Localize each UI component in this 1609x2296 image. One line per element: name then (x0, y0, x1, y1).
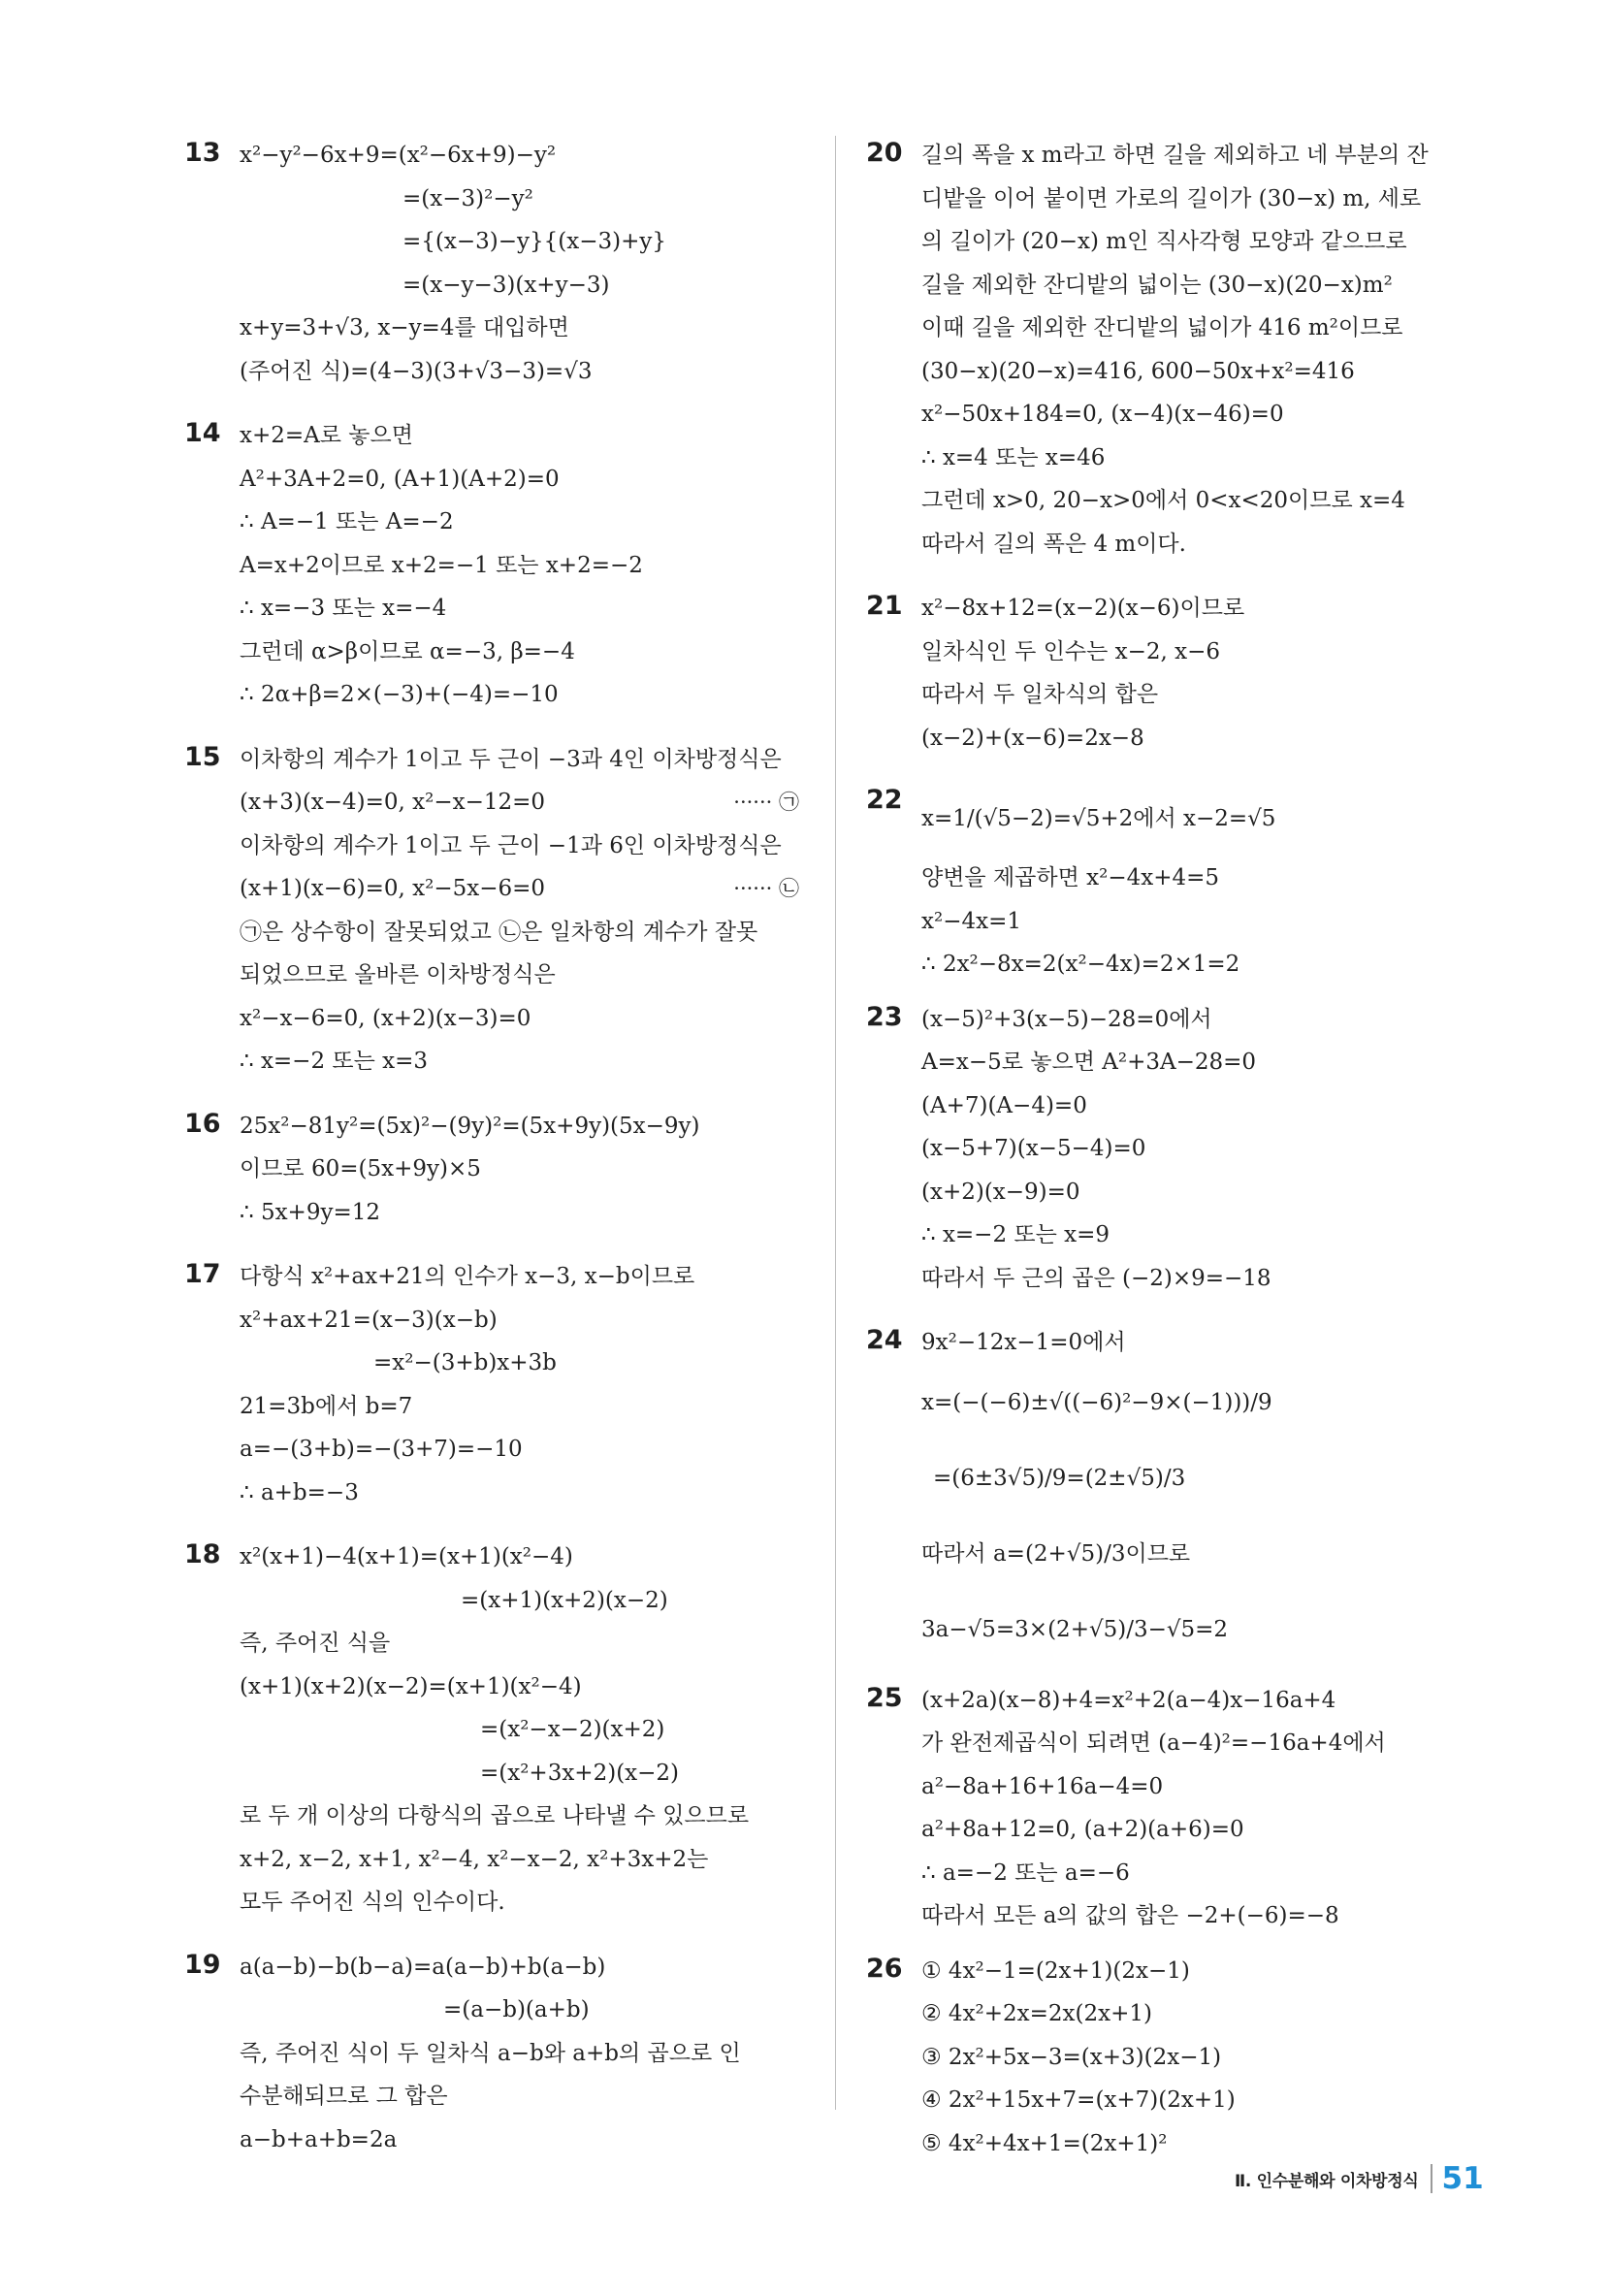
solution-text: ㉠은 상수항이 잘못되었고 ㉡은 일차항의 계수가 잘못 (240, 919, 758, 945)
solution-line (921, 307, 1487, 350)
solution-line (921, 587, 1487, 631)
left-column (184, 134, 805, 2161)
problem-number: 22 (866, 785, 903, 815)
solution-line (921, 350, 1487, 394)
solution-line (240, 1428, 805, 1471)
solution-line (921, 134, 1487, 178)
solution-line (921, 2122, 1487, 2166)
solution-line (240, 501, 805, 544)
column-divider (835, 136, 836, 2110)
footer-separator (1431, 2164, 1432, 2193)
problem-15 (184, 738, 805, 1083)
solution-line (921, 998, 1487, 1042)
solution-text: 그런데 α>β이므로 α=−3, β=−4 (240, 638, 575, 664)
solution-line (240, 350, 805, 394)
solution-line (921, 1679, 1487, 1723)
solution-line (921, 1722, 1487, 1765)
solution-line (240, 1622, 805, 1665)
problem-19 (184, 1946, 805, 2162)
solution-line (921, 1365, 1487, 1440)
problem-number: 23 (866, 1001, 903, 1032)
solution-text: ∴ a+b=−3 (240, 1479, 359, 1505)
page-number: 51 (1441, 2161, 1484, 2196)
solution-line (240, 911, 805, 954)
solution-text: (A+7)(A−4)=0 (921, 1092, 1087, 1118)
solution-line (240, 1191, 805, 1235)
solution-line (921, 781, 1487, 857)
solution-line (240, 1795, 805, 1838)
solution-text: (x+3)(x−4)=0, x²−x−12=0 (240, 790, 546, 815)
solution-line (240, 1255, 805, 1299)
solution-line (921, 1894, 1487, 1938)
solution-line (240, 178, 805, 221)
solution-line (921, 1592, 1487, 1667)
solution-text: ∴ x=4 또는 x=46 (921, 444, 1106, 470)
solution-line (240, 458, 805, 501)
solution-line (240, 954, 805, 997)
solution-line (240, 1989, 805, 2032)
problem-20 (866, 134, 1487, 566)
solution-line (921, 1808, 1487, 1852)
solution-text: 그런데 x>0, 20−x>0에서 0<x<20이므로 x=4 (921, 488, 1405, 513)
solution-line (240, 2118, 805, 2162)
solution-text: (x−5+7)(x−5−4)=0 (921, 1136, 1146, 1161)
solution-text: 의 길이가 (20−x) m인 직사각형 모양과 같으므로 (921, 229, 1407, 254)
chapter-title: Ⅱ. 인수분해와 이차방정식 (1235, 2171, 1419, 2191)
solution-text: x=1/(√5−2)=√5+2에서 x−2=√5 (921, 806, 1276, 831)
solution-line (240, 1536, 805, 1579)
problem-number: 18 (184, 1539, 221, 1569)
problem-25 (866, 1679, 1487, 1938)
solution-line (240, 1838, 805, 1882)
solution-text: 따라서 길의 폭은 4 m이다. (921, 531, 1186, 557)
solution-line (921, 900, 1487, 944)
solution-line (240, 264, 805, 307)
solution-text: ={(x−3)−y}{(x−3)+y} (402, 229, 666, 254)
right-column (866, 134, 1487, 2165)
solution-text: x+2=A로 놓으면 (240, 423, 413, 448)
problem-number: 17 (184, 1259, 221, 1289)
solution-text: x²−x−6=0, (x+2)(x−3)=0 (240, 1005, 531, 1031)
solution-text: =(x−3)²−y² (402, 185, 533, 211)
solution-text: (x+1)(x−6)=0, x²−5x−6=0 (240, 876, 546, 901)
solution-text: 디밭을 이어 붙이면 가로의 길이가 (30−x) m, 세로 (921, 185, 1422, 211)
solution-line (921, 479, 1487, 523)
problem-number: 14 (184, 418, 221, 448)
solution-text: ③ 2x²+5x−3=(x+3)(2x−1) (921, 2044, 1222, 2070)
solution-text: 따라서 두 근의 곱은 (−2)×9=−18 (921, 1265, 1271, 1291)
equation-marker: ······ ㉡ (733, 877, 799, 900)
solution-line (240, 825, 805, 868)
problem-number: 25 (866, 1682, 903, 1713)
solution-text: 되었으므로 올바른 이차방정식은 (240, 962, 556, 987)
solution-text: x²−8x+12=(x−2)(x−6)이므로 (921, 596, 1245, 621)
solution-text: 즉, 주어진 식을 (240, 1631, 391, 1656)
solution-line (240, 673, 805, 717)
solution-line (921, 1213, 1487, 1257)
solution-text: ∴ x=−2 또는 x=3 (240, 1049, 429, 1074)
solution-text: x+2, x−2, x+1, x²−4, x²−x−2, x²+3x+2는 (240, 1846, 709, 1872)
solution-line (921, 393, 1487, 437)
solution-text: a=−(3+b)=−(3+7)=−10 (240, 1437, 523, 1462)
solution-text: =(a−b)(a+b) (443, 1997, 590, 2022)
solution-text: (x+1)(x+2)(x−2)=(x+1)(x²−4) (240, 1673, 582, 1699)
solution-text: 다항식 x²+ax+21의 인수가 x−3, x−b이므로 (240, 1264, 695, 1289)
solution-text: 가 완전제곱식이 되려면 (a−4)²=−16a+4에서 (921, 1730, 1386, 1756)
solution-line (240, 738, 805, 782)
problem-16 (184, 1105, 805, 1235)
solution-text: x²+ax+21=(x−3)(x−b) (240, 1307, 498, 1333)
solution-text: 로 두 개 이상의 다항식의 곱으로 나타낼 수 있으므로 (240, 1803, 750, 1828)
solution-text: 3a−√5=3×(2+√5)/3−√5=2 (921, 1616, 1229, 1642)
solution-line (240, 1385, 805, 1429)
solution-text: ∴ 5x+9y=12 (240, 1199, 380, 1225)
solution-text: a²+8a+12=0, (a+2)(a+6)=0 (921, 1817, 1244, 1842)
solution-line (240, 997, 805, 1041)
problem-number: 16 (184, 1108, 221, 1139)
solution-text: (x−5)²+3(x−5)−28=0에서 (921, 1006, 1212, 1032)
solution-text: ④ 2x²+15x+7=(x+7)(2x+1) (921, 2087, 1236, 2113)
solution-text: (x−2)+(x−6)=2x−8 (921, 725, 1144, 751)
solution-line (240, 867, 805, 911)
solution-line (240, 1040, 805, 1083)
solution-text: (30−x)(20−x)=416, 600−50x+x²=416 (921, 358, 1355, 384)
solution-text: =(x−y−3)(x+y−3) (402, 272, 610, 298)
solution-line (921, 1440, 1487, 1516)
solution-line (921, 1950, 1487, 1993)
solution-text: A=x−5로 놓으면 A²+3A−28=0 (921, 1050, 1257, 1075)
solution-text: 25x²−81y²=(5x)²−(9y)²=(5x+9y)(5x−9y) (240, 1113, 700, 1139)
solution-text: 따라서 모든 a의 값의 합은 −2+(−6)=−8 (921, 1903, 1339, 1928)
problem-21 (866, 587, 1487, 760)
solution-line (921, 178, 1487, 221)
solution-line (240, 1665, 805, 1709)
solution-text: 수분해되므로 그 합은 (240, 2084, 448, 2109)
solution-line (240, 134, 805, 178)
solution-text: =x²−(3+b)x+3b (373, 1350, 557, 1375)
solution-text: ∴ a=−2 또는 a=−6 (921, 1859, 1130, 1886)
solution-text: 모두 주어진 식의 인수이다. (240, 1890, 505, 1915)
solution-text: a(a−b)−b(b−a)=a(a−b)+b(a−b) (240, 1954, 606, 1980)
solution-text: 즉, 주어진 식이 두 일차식 a−b와 a+b의 곱으로 인 (240, 2040, 741, 2066)
solution-line (240, 587, 805, 631)
solution-text: a−b+a+b=2a (240, 2126, 398, 2152)
page-footer (1235, 2161, 1484, 2196)
solution-line (921, 1992, 1487, 2036)
problem-number: 21 (866, 591, 903, 621)
solution-line (921, 1257, 1487, 1301)
solution-line (240, 414, 805, 458)
solution-line (240, 220, 805, 264)
solution-line (921, 1084, 1487, 1128)
solution-text: =(6±3√5)/9=(2±√5)/3 (933, 1465, 1186, 1491)
solution-text: (x+2)(x−9)=0 (921, 1179, 1080, 1205)
solution-text: ∴ x=−2 또는 x=9 (921, 1222, 1110, 1247)
problem-number: 24 (866, 1325, 903, 1355)
solution-line (240, 1105, 805, 1148)
problem-17 (184, 1255, 805, 1514)
solution-line (921, 220, 1487, 264)
problem-number: 15 (184, 741, 221, 772)
solution-text: ② 4x²+2x=2x(2x+1) (921, 2001, 1152, 2026)
solution-line (921, 1127, 1487, 1171)
solution-line (921, 437, 1487, 480)
solution-text: A=x+2이므로 x+2=−1 또는 x+2=−2 (240, 552, 643, 578)
solution-line (921, 1852, 1487, 1895)
solution-text: =(x+1)(x+2)(x−2) (461, 1587, 668, 1613)
solution-text: 9x²−12x−1=0에서 (921, 1330, 1126, 1355)
solution-text: =(x²+3x+2)(x−2) (480, 1760, 680, 1786)
solution-line (921, 2079, 1487, 2122)
solution-text: 이므로 60=(5x+9y)×5 (240, 1156, 481, 1181)
solution-line (921, 673, 1487, 717)
problem-13 (184, 134, 805, 393)
solution-line (921, 1765, 1487, 1809)
solution-line (921, 1516, 1487, 1592)
solution-line (921, 943, 1487, 986)
solution-text: 길의 폭을 x m라고 하면 길을 제외하고 네 부분의 잔 (921, 143, 1429, 168)
solution-text: (x+2a)(x−8)+4=x²+2(a−4)x−16a+4 (921, 1687, 1336, 1713)
solution-line (240, 631, 805, 674)
solution-text: ∴ 2x²−8x=2(x²−4x)=2×1=2 (921, 952, 1240, 977)
solution-text: (주어진 식)=(4−3)(3+√3−3)=√3 (240, 358, 593, 384)
solution-text: 일차식인 두 인수는 x−2, x−6 (921, 638, 1221, 664)
problem-22 (866, 781, 1487, 986)
problem-18 (184, 1536, 805, 1924)
problem-number: 20 (866, 138, 903, 168)
solution-text: ① 4x²−1=(2x+1)(2x−1) (921, 1957, 1190, 1984)
problem-number: 19 (184, 1949, 221, 1980)
solution-text: 이때 길을 제외한 잔디밭의 넓이가 416 m²이므로 (921, 315, 1403, 340)
solution-line (240, 1299, 805, 1342)
problem-24 (866, 1321, 1487, 1667)
solution-line (240, 2032, 805, 2076)
solution-text: 따라서 a=(2+√5)/3이므로 (921, 1540, 1191, 1567)
solution-line (240, 1342, 805, 1385)
solution-line (240, 544, 805, 588)
problem-23 (866, 998, 1487, 1301)
solution-line (921, 1041, 1487, 1084)
solution-line (921, 631, 1487, 674)
solution-line (240, 2075, 805, 2118)
solution-text: 따라서 두 일차식의 합은 (921, 682, 1159, 707)
solution-text: x+y=3+√3, x−y=4를 대입하면 (240, 315, 569, 340)
solution-line (240, 1752, 805, 1795)
solution-text: ⑤ 4x²+4x+1=(2x+1)² (921, 2130, 1168, 2156)
solution-text: 길을 제외한 잔디밭의 넓이는 (30−x)(20−x)m² (921, 272, 1393, 298)
solution-line (921, 1171, 1487, 1214)
solution-text: x²−y²−6x+9=(x²−6x+9)−y² (240, 143, 557, 168)
solution-line (240, 1946, 805, 1989)
solution-text: ∴ 2α+β=2×(−3)+(−4)=−10 (240, 682, 559, 707)
solution-line (921, 523, 1487, 566)
solution-text: A²+3A+2=0, (A+1)(A+2)=0 (240, 466, 560, 492)
problem-14 (184, 414, 805, 717)
problem-number: 26 (866, 1953, 903, 1984)
solution-line (240, 1579, 805, 1623)
solution-text: 이차항의 계수가 1이고 두 근이 −3과 4인 이차방정식은 (240, 746, 782, 772)
solution-line (921, 264, 1487, 307)
solution-line (240, 781, 805, 825)
solution-line (240, 1148, 805, 1191)
solution-line (921, 717, 1487, 760)
problem-26 (866, 1950, 1487, 2166)
solution-line (921, 1321, 1487, 1365)
solution-line (921, 2036, 1487, 2080)
problem-number: 13 (184, 138, 221, 168)
solution-line (240, 1708, 805, 1752)
solution-text: ∴ A=−1 또는 A=−2 (240, 509, 454, 534)
equation-marker: ······ ㉠ (733, 791, 799, 814)
solution-text: x=(−(−6)±√((−6)²−9×(−1)))/9 (921, 1389, 1272, 1415)
solution-line (240, 307, 805, 350)
solution-text: ∴ x=−3 또는 x=−4 (240, 596, 447, 621)
solution-text: x²−4x=1 (921, 908, 1021, 934)
solution-text: x²−50x+184=0, (x−4)(x−46)=0 (921, 402, 1284, 427)
solution-line (240, 1471, 805, 1515)
solution-text: =(x²−x−2)(x+2) (480, 1717, 665, 1742)
solution-text: 이차항의 계수가 1이고 두 근이 −1과 6인 이차방정식은 (240, 832, 782, 858)
solution-line (240, 1881, 805, 1924)
solution-text: 21=3b에서 b=7 (240, 1393, 413, 1419)
solution-text: a²−8a+16+16a−4=0 (921, 1773, 1164, 1799)
solution-line (921, 857, 1487, 900)
solution-text: 양변을 제곱하면 x²−4x+4=5 (921, 865, 1220, 890)
solution-text: x²(x+1)−4(x+1)=(x+1)(x²−4) (240, 1544, 573, 1569)
